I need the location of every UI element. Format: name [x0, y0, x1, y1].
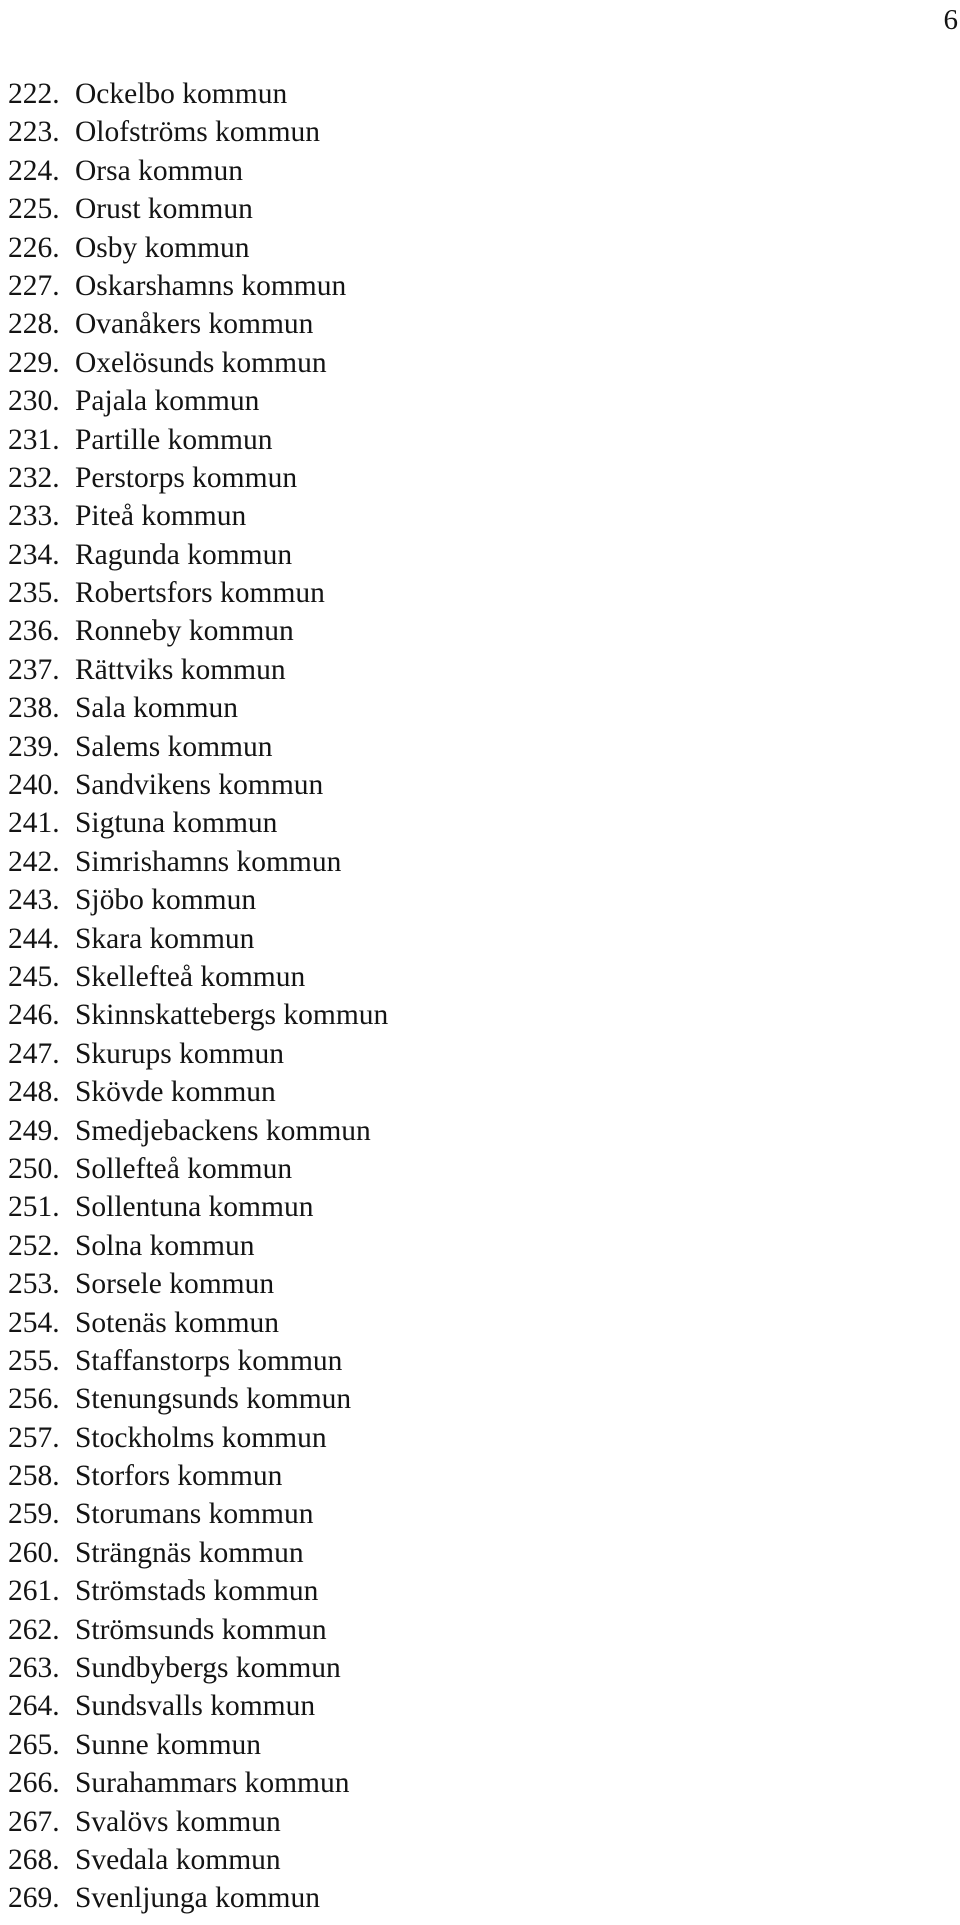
list-item	[8, 497, 388, 535]
item-number: 228.	[8, 308, 60, 341]
item-number: 227.	[8, 269, 60, 302]
item-number: 235.	[8, 577, 60, 610]
list-item	[8, 1687, 388, 1725]
item-number: 232.	[8, 461, 60, 494]
list-item	[8, 1841, 388, 1879]
item-number: 229.	[8, 346, 60, 379]
item-number: 261.	[8, 1575, 60, 1608]
list-item	[8, 920, 388, 958]
list-item	[8, 1611, 388, 1649]
list-item	[8, 113, 388, 151]
item-number: 238.	[8, 692, 60, 725]
item-number: 249.	[8, 1114, 60, 1147]
item-name: Sundbybergs kommun	[75, 1652, 341, 1685]
item-name: Sorsele kommun	[75, 1268, 275, 1301]
item-number: 253.	[8, 1268, 60, 1301]
list-item	[8, 574, 388, 612]
list-item	[8, 1227, 388, 1265]
list-item	[8, 1112, 388, 1150]
list-item	[8, 229, 388, 267]
item-number: 241.	[8, 807, 60, 840]
list-item	[8, 421, 388, 459]
list-item	[8, 958, 388, 996]
item-name: Solna kommun	[75, 1229, 255, 1262]
list-item	[8, 1073, 388, 1111]
item-number: 222.	[8, 78, 60, 110]
item-number: 256.	[8, 1383, 60, 1416]
list-item	[8, 1879, 388, 1917]
item-name: Olofströms kommun	[75, 116, 321, 149]
list-item	[8, 1572, 388, 1610]
item-number: 250.	[8, 1152, 60, 1185]
item-number: 269.	[8, 1882, 60, 1915]
item-number: 245.	[8, 960, 60, 993]
item-number: 233.	[8, 500, 60, 533]
item-number: 246.	[8, 999, 60, 1032]
item-name: Svalövs kommun	[75, 1805, 281, 1838]
item-name: Storfors kommun	[75, 1460, 283, 1493]
item-name: Simrishamns kommun	[75, 845, 342, 878]
list-item	[8, 804, 388, 842]
item-number: 248.	[8, 1076, 60, 1109]
item-number: 226.	[8, 231, 60, 264]
list-item	[8, 1342, 388, 1380]
item-number: 237.	[8, 653, 60, 686]
item-name: Skinnskattebergs kommun	[75, 999, 389, 1032]
item-number: 244.	[8, 922, 60, 955]
item-name: Orsa kommun	[75, 154, 243, 187]
item-name: Skara kommun	[75, 922, 255, 955]
item-number: 225.	[8, 193, 60, 226]
list-item	[8, 843, 388, 881]
list-item	[8, 651, 388, 689]
list-item	[8, 536, 388, 574]
list-item	[8, 1150, 388, 1188]
item-name: Sundsvalls kommun	[75, 1690, 316, 1723]
item-name: Ockelbo kommun	[75, 78, 288, 110]
item-name: Sandvikens kommun	[75, 769, 324, 802]
item-number: 223.	[8, 116, 60, 149]
item-name: Strömsunds kommun	[75, 1613, 327, 1646]
item-name: Sunne kommun	[75, 1728, 262, 1761]
list-item	[8, 766, 388, 804]
item-name: Svedala kommun	[75, 1843, 281, 1876]
item-number: 231.	[8, 423, 60, 456]
item-name: Smedjebackens kommun	[75, 1114, 371, 1147]
item-number: 239.	[8, 730, 60, 763]
item-name: Strängnäs kommun	[75, 1536, 304, 1569]
item-name: Sollentuna kommun	[75, 1191, 314, 1224]
item-name: Sigtuna kommun	[75, 807, 278, 840]
item-name: Sjöbo kommun	[75, 884, 257, 917]
item-number: 252.	[8, 1229, 60, 1262]
item-name: Ragunda kommun	[75, 538, 293, 571]
list-item	[8, 689, 388, 727]
item-number: 263.	[8, 1652, 60, 1685]
item-number: 265.	[8, 1728, 60, 1761]
item-name: Piteå kommun	[75, 500, 247, 533]
item-name: Skövde kommun	[75, 1076, 276, 1109]
list-item	[8, 1304, 388, 1342]
item-number: 257.	[8, 1421, 60, 1454]
item-name: Surahammars kommun	[75, 1767, 350, 1800]
item-name: Partille kommun	[75, 423, 273, 456]
item-number: 243.	[8, 884, 60, 917]
item-name: Sollefteå kommun	[75, 1152, 293, 1185]
item-number: 262.	[8, 1613, 60, 1646]
list-item	[8, 612, 388, 650]
list-item	[8, 728, 388, 766]
item-name: Strömstads kommun	[75, 1575, 319, 1608]
item-name: Salems kommun	[75, 730, 273, 763]
item-number: 259.	[8, 1498, 60, 1531]
list-item	[8, 1649, 388, 1687]
list-item	[8, 1726, 388, 1764]
list-item	[8, 881, 388, 919]
item-name: Oxelösunds kommun	[75, 346, 327, 379]
list-item	[8, 1265, 388, 1303]
item-number: 242.	[8, 845, 60, 878]
list-item	[8, 152, 388, 190]
list-item	[8, 1419, 388, 1457]
item-name: Storumans kommun	[75, 1498, 314, 1531]
item-name: Perstorps kommun	[75, 461, 298, 494]
list-item	[8, 996, 388, 1034]
item-number: 224.	[8, 154, 60, 187]
list-item	[8, 1380, 388, 1418]
list-item	[8, 459, 388, 497]
item-name: Stenungsunds kommun	[75, 1383, 352, 1416]
item-name: Stockholms kommun	[75, 1421, 327, 1454]
item-number: 251.	[8, 1191, 60, 1224]
list-item	[8, 75, 388, 113]
item-number: 267.	[8, 1805, 60, 1838]
list-item	[8, 1495, 388, 1533]
item-name: Staffanstorps kommun	[75, 1344, 343, 1377]
list-item	[8, 1764, 388, 1802]
item-name: Oskarshamns kommun	[75, 269, 347, 302]
item-number: 236.	[8, 615, 60, 648]
page-number: 6	[943, 4, 958, 36]
list-item	[8, 305, 388, 343]
item-name: Orust kommun	[75, 193, 253, 226]
item-name: Robertsfors kommun	[75, 577, 325, 610]
list-item	[8, 1803, 388, 1841]
item-number: 260.	[8, 1536, 60, 1569]
item-name: Ovanåkers kommun	[75, 308, 314, 341]
list-item	[8, 1188, 388, 1226]
item-number: 234.	[8, 538, 60, 571]
item-name: Ronneby kommun	[75, 615, 294, 648]
item-number: 247.	[8, 1037, 60, 1070]
item-name: Sala kommun	[75, 692, 239, 725]
item-number: 268.	[8, 1843, 60, 1876]
item-number: 254.	[8, 1306, 60, 1339]
item-number: 230.	[8, 385, 60, 418]
item-name: Rättviks kommun	[75, 653, 286, 686]
item-name: Svenljunga kommun	[75, 1882, 321, 1915]
item-name: Sotenäs kommun	[75, 1306, 280, 1339]
item-number: 255.	[8, 1344, 60, 1377]
item-name: Pajala kommun	[75, 385, 260, 418]
list-item	[8, 382, 388, 420]
list-item	[8, 1035, 388, 1073]
item-number: 258.	[8, 1460, 60, 1493]
item-name: Skurups kommun	[75, 1037, 284, 1070]
list-item	[8, 1534, 388, 1572]
list-item	[8, 267, 388, 305]
item-number: 240.	[8, 769, 60, 802]
item-number: 264.	[8, 1690, 60, 1723]
municipality-list	[8, 75, 388, 1918]
list-item	[8, 190, 388, 228]
list-item	[8, 1457, 388, 1495]
item-name: Osby kommun	[75, 231, 250, 264]
item-name: Skellefteå kommun	[75, 960, 306, 993]
item-number: 266.	[8, 1767, 60, 1800]
list-item	[8, 344, 388, 382]
